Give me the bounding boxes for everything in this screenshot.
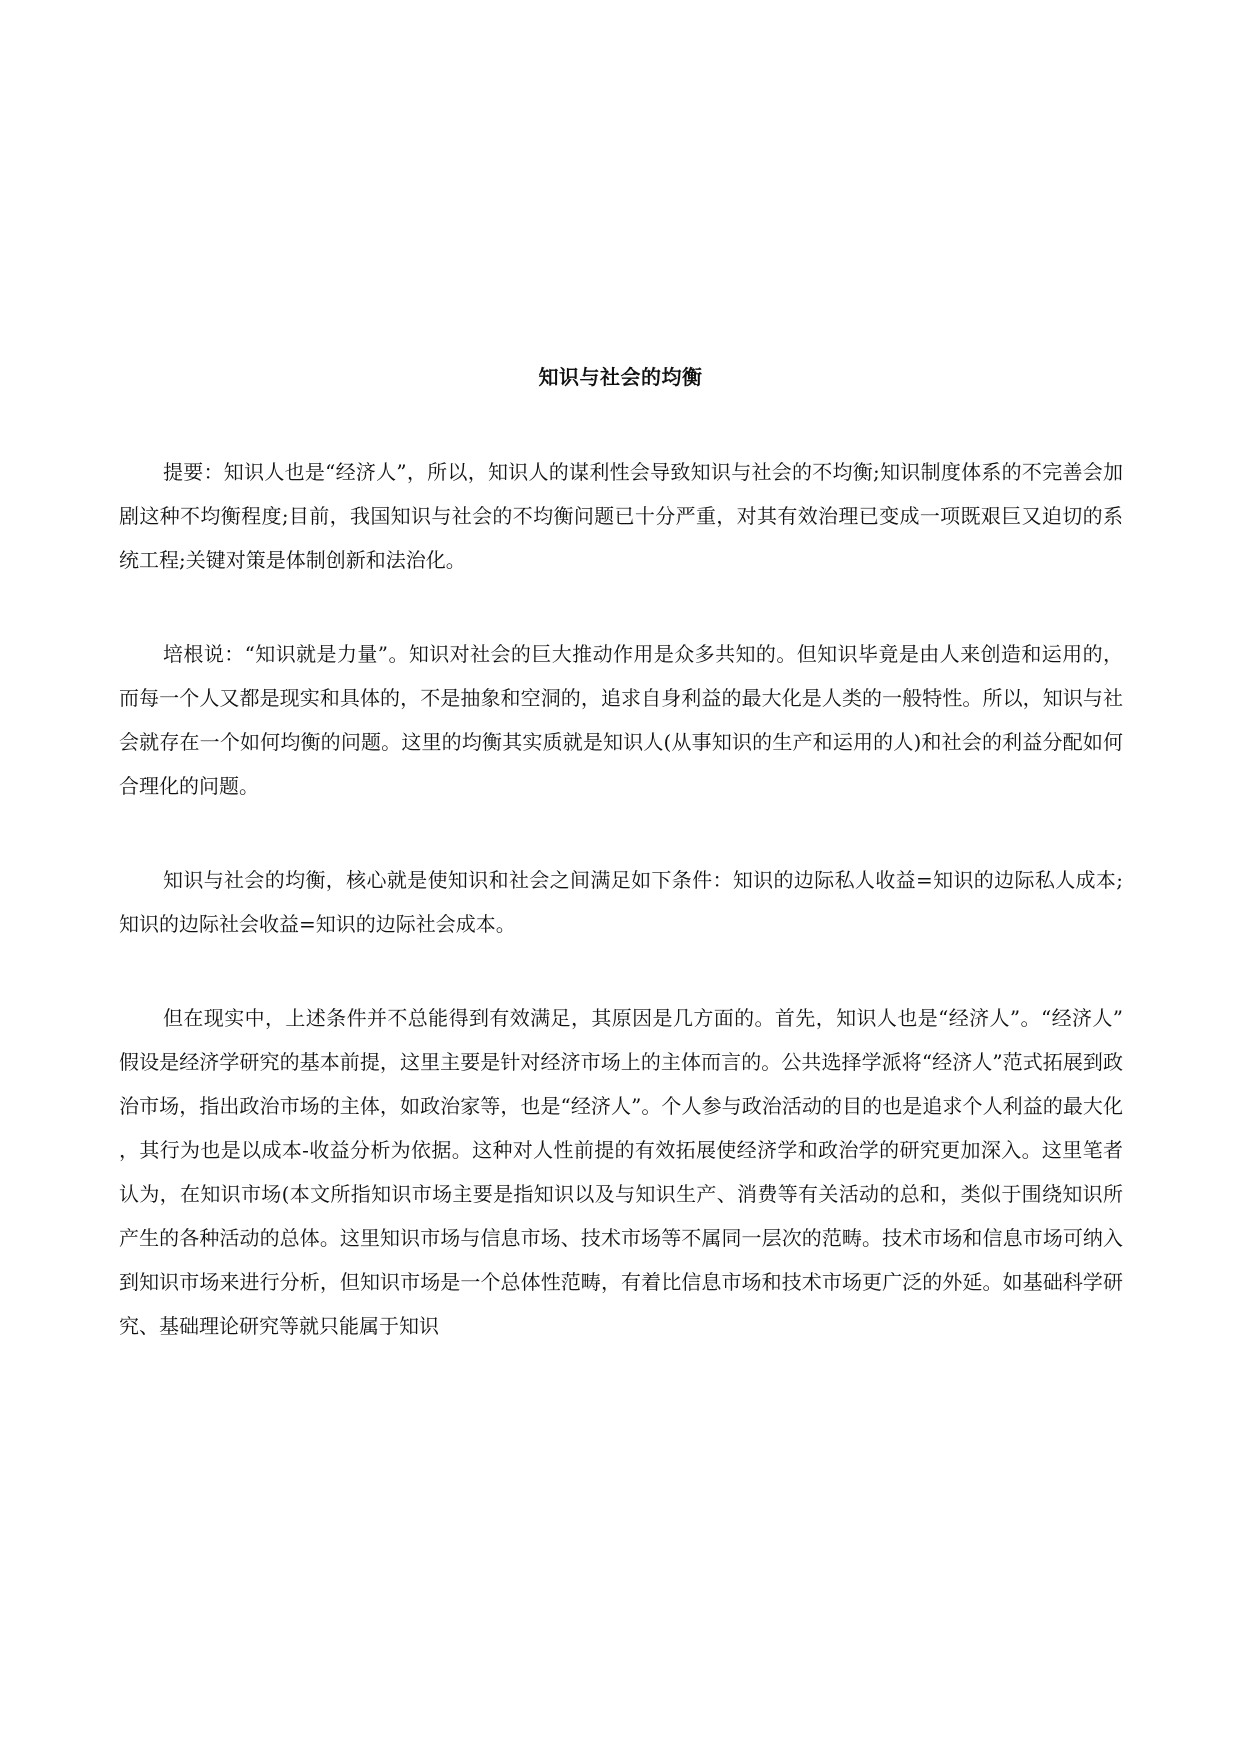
paragraph: 培根说：“知识就是力量”。知识对社会的巨大推动作用是众多共知的。但知识毕竟是由人来创造和运用的，而每一个人又都是现实和具体的，不是抽象和空洞的，追求自身利益的最大化是人类的一般特性。所以，知识与社会就存在一个如何均衡的问题。这里的均衡其实质就是知识人(从事知识的生产和运用的人)和社会的利益分配如何合理化的问题。: [119, 642, 1123, 798]
paragraph: 知识与社会的均衡，核心就是使知识和社会之间满足如下条件：知识的边际私人收益=知识的边际私人成本;知识的边际社会收益=知识的边际社会成本。: [119, 868, 1123, 936]
document-title: 知识与社会的均衡: [538, 365, 703, 389]
document-body: [119, 450, 1123, 1398]
paragraph: 但在现实中，上述条件并不总能得到有效满足，其原因是几方面的。首先，知识人也是“经济人”。“经济人”假设是经济学研究的基本前提，这里主要是针对经济市场上的主体而言的。公共选择学派将“经济人”范式拓展到政治市场，指出政治市场的主体，如政治家等，也是“经济人”。个人参与政治活动的目的也是追求个人利益的最大化，其行为也是以成本-收益分析为依据。这种对人性前提的有效拓展使经济学和政治学的研究更加深入。这里笔者认为，在知识市场(本文所指知识市场主要是指知识以及与知识生产、消费等有关活动的总和，类似于围绕知识所产生的各种活动的总体。这里知识市场与信息市场、技术市场等不属同一层次的范畴。技术市场和信息市场可纳入到知识市场来进行分析，但知识市场是一个总体性范畴，有着比信息市场和技术市场更广泛的外延。如基础科学研究、基础理论研究等就只能属于知识: [119, 1006, 1123, 1338]
paragraph-abstract: 提要：知识人也是“经济人”，所以，知识人的谋利性会导致知识与社会的不均衡;知识制度体系的不完善会加剧这种不均衡程度;目前，我国知识与社会的不均衡问题已十分严重，对其有效治理已变成一项既艰巨又迫切的系统工程;关键对策是体制创新和法治化。: [119, 460, 1123, 572]
